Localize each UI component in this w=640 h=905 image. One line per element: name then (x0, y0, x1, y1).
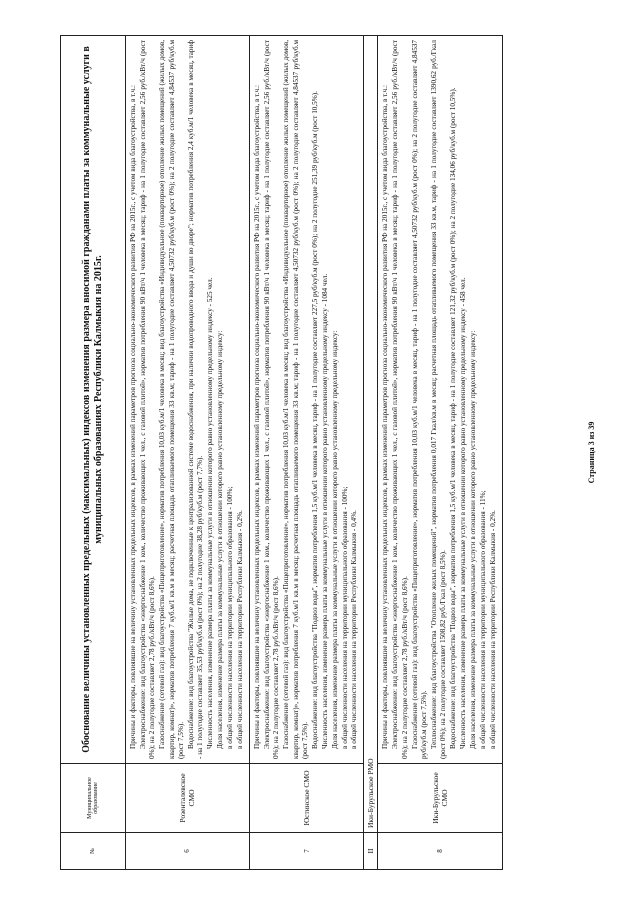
paragraph: Водоснабжение: вид благоустройства "Подвоз воды", норматив потребления 1,5 куб.м/1 человека в месяц, тариф - на 1 полугодие составляет 227,5 руб/куб.м (рост 0%); на 2 полугодие 251,39 руб/куб.м (рост 10,5%). (310, 91, 319, 749)
row-municipality: Юстинское СМО (249, 764, 363, 833)
paragraph: в общей численности населения на территории Республики Калмыкия - 0,2%. (235, 510, 244, 749)
row-justification (249, 36, 363, 764)
section-title: Ики-Бурульское РМО (364, 36, 378, 833)
paragraph: Доля населения, изменение размера платы за коммунальные услуги в отношении которого равно установленному предельному индексу: (216, 330, 225, 749)
row-number: 8 (378, 833, 502, 870)
header-title: Обоснование величины установленных предельных (максимальных) индексов изменения размера вносимой гражданами платы за коммунальные услуги в муниципальных образованиях Республики Калмыкия на 2015г. (61, 36, 126, 764)
table-row (378, 36, 502, 870)
paragraph: в общей численности населения на территории Республики Калмыкия - 0,2%. (488, 510, 497, 749)
paragraph: в общей численности населения на территории Республики Калмыкия - 0,4%. (350, 510, 359, 749)
paragraph: Причины и факторы, повлиявшие на величину установленных предельных индексов, в рамках изменений параметров прогноза социально-экономического развития РФ на 2015г., с учетом вида благоустройства, в т.ч.: (381, 85, 390, 749)
paragraph: Причины и факторы, повлиявшие на величину установленных предельных индексов, в рамках изменений параметров прогноза социально-экономического развития РФ на 2015г., с учетом вида благоустройства, в т.ч.: (252, 85, 261, 749)
section-number: II (364, 833, 378, 870)
row-number: 6 (126, 833, 250, 870)
paragraph: Электроснабжение: вид благоустройства «энергоснабжение 1 ком., количество проживающих 1 чел., с газовой плитой», норматив потребления 90 кВт/ч 1 человека в месяц; тариф - на 1 полугодие составляет 2,56 руб./кВт/ч (рост 0%); на 2 полугодие составляет 2,78 руб./кВт/ч (рост 8,6%). (262, 40, 281, 759)
paragraph: Теплоснабжение: вид благоустройства "Отопление жилых помещений", норматив потребления 0,017 Гкал/кв.м в месяц; расчетная площадь отапливаемого помещения 33 кв.м, тариф - на 1 полугодие составляет 1390,62 руб./Гкал (рост 0%); на 2 полугодие составляет 1508,82 руб./Гкал (рост 8,5%). (429, 40, 448, 759)
paragraph: Доля населения, изменение размера платы за коммунальные услуги в отношении которого равно установленному предельному индексу: (469, 330, 477, 749)
paragraph: Численность населения, изменение размера платы за коммунальные услуги в отношении которого равно установленному предельному индексу - 525 чел. (206, 277, 215, 749)
paragraph: Водоснабжение: вид благоустройства "Подвоз воды", норматив потребления 1,5 куб.м/1 человека в месяц, тариф - на 1 полугодие составляет 121,32 руб/куб.м (рост 0%); на 2 полугодие 134,06 руб/куб.м (рост 10,5%). (449, 87, 458, 749)
paragraph: Причины и факторы, повлиявшие на величину установленных предельных индексов, в рамках изменений параметров прогноза социально-экономического развития РФ на 2015г., с учетом вида благоустройства, в т.ч.: (129, 85, 137, 749)
paragraph: Электроснабжение: вид благоустройства «энергоснабжение 1 ком., количество проживающих 1 чел., с газовой плитой», норматив потребления 90 кВт/ч 1 человека в месяц; тариф - на 1 полугодие составляет 2,56 руб./кВт/ч (рост 0%); на 2 полугодие составляет 2,78 руб./кВт/ч (рост 8,6%). (138, 40, 157, 759)
paragraph: Газоснабжение (сетевой газ): вид благоустройства «Пищеприготовление», норматив потребления 10,03 куб.м/1 человека в месяц, тариф - на 1 полугодие составляет 4,50732 руб/куб.м (рост 0%); на 2 полугодие составляет 4,84537 руб/куб.м (рост 7,5%). (410, 40, 428, 759)
row-justification (378, 36, 502, 764)
paragraph: Водоснабжение: вид благоустройства "Жилые дома, не подключенные к централизованной системе водоснабжения, при наличии водопроводного ввода и души во дворе"; норматив потребления 2,4 куб.м/1 человека в месяц, тариф - на 1 полугодие составляет 35,53 руб/куб.м (рост 0%); на 2 полугодие 38,28 руб/куб.м (рост 7,7%). (186, 40, 205, 759)
row-municipality: Ики-Бурульское СМО (378, 764, 502, 833)
paragraph: Газоснабжение (сетевой газ): вид благоустройства «Пищеприготовление», норматив потребления 10,03 куб.м/1 человека в месяц; вид благоустройства «Индивидуальное (поквартирное) отопление жилых помещений (жилых домов, квартир, комнат)», норматив потребления 7 куб.м/1 кв.м в месяц; расчетная площадь отапливаемого помещения 33 кв.м; тариф - на 1 полугодие составляет 4,50732 руб/куб.м (рост 0%); на 2 полугодие составляет 4,84537 руб/куб.м (рост 7,5%). (282, 40, 309, 759)
paragraph: Электроснабжение: вид благоустройства «энергоснабжение 1 ком., количество проживающих 1 чел., с газовой плитой», норматив потребления 90 кВт/ч 1 человека в месяц; тариф - на 1 полугодие составляет 2,56 руб./кВт/ч (рост 0%); на 2 полугодие составляет 2,78 руб./кВт/ч (рост 8,6%). (391, 40, 409, 759)
table-row (126, 36, 250, 870)
header-municipality: Муниципальное образование (61, 764, 126, 833)
paragraph: в общей численности населения на территории муниципального образования - 11%; (478, 490, 487, 749)
row-municipality: Розенталевское СМО (126, 764, 250, 833)
tariff-table (60, 35, 503, 870)
table-row (249, 36, 363, 870)
paragraph: в общей численности населения на территории муниципального образования - 100%; (226, 486, 235, 749)
header-num: № (61, 833, 126, 870)
row-justification (126, 36, 250, 764)
paragraph: Доля населения, изменение размера платы за коммунальные услуги в отношении которого равно установленному предельному индексу: (330, 330, 339, 749)
paragraph: Численность населения, изменение размера платы за коммунальные услуги в отношении которого равно установленному предельному индексу - 458 чел. (459, 277, 468, 749)
row-number: 7 (249, 833, 363, 870)
section-row (364, 36, 378, 870)
document-page (60, 35, 596, 870)
paragraph: Численность населения, изменение размера платы за коммунальные услуги в отношении которого равно установленному предельному индексу - 1084 чел. (320, 273, 329, 749)
paragraph: Газоснабжение (сетевой газ): вид благоустройства «Пищеприготовление», норматив потребления 10,03 куб.м/1 человека в месяц; вид благоустройства «Индивидуальное (поквартирное) отопление жилых помещений (жилых домов, квартир, комнат)», норматив потребления 7 куб.м/1 кв.м в месяц; расчетная площадь отапливаемого помещения 33 кв.м; тариф - на 1 полугодие составляет 4,50732 руб/куб.м (рост 0%); на 2 полугодие составляет 4,84537 руб/куб.м (рост 7,5%). (158, 40, 186, 759)
table-header-row (61, 36, 126, 870)
page-number: Страница 3 из 39 (587, 421, 596, 484)
paragraph: в общей численности населения на территории муниципального образования - 100%; (340, 486, 349, 749)
